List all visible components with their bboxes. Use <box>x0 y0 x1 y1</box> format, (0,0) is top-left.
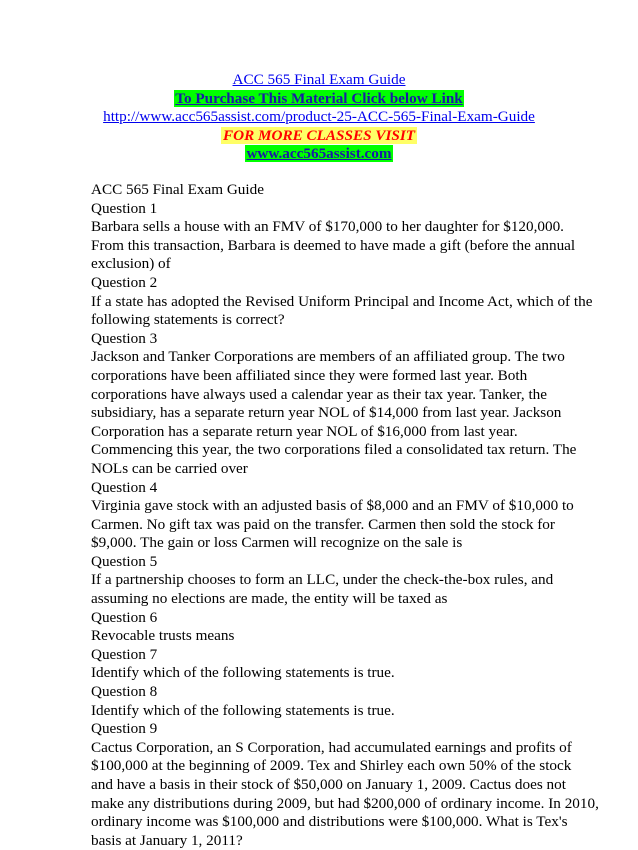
body-line: $9,000. The gain or loss Carmen will recognize on the sale is <box>91 534 463 552</box>
question-heading: Question 8 <box>91 683 158 701</box>
product-url-line <box>0 108 638 127</box>
purchase-line <box>0 90 638 109</box>
document-header <box>0 71 638 164</box>
body-line: assuming no elections are made, the entity will be taxed as <box>91 590 448 608</box>
document-body <box>91 181 599 850</box>
body-line: $100,000 at the beginning of 2009. Tex and Shirley each own 50% of the stock <box>91 757 572 775</box>
question-heading: Question 4 <box>91 478 158 496</box>
more-classes-line <box>0 127 638 146</box>
title-link[interactable]: ACC 565 Final Exam Guide <box>232 71 406 88</box>
body-line: ACC 565 Final Exam Guide <box>91 181 264 198</box>
body-line: Cactus Corporation, an S Corporation, had accumulated earnings and profits of <box>91 738 572 756</box>
question-heading: Question 6 <box>91 608 158 626</box>
body-line: following statements is correct? <box>91 311 285 329</box>
product-url-link[interactable]: http://www.acc565assist.com/product-25-ACC-565-Final-Exam-Guide <box>103 108 535 126</box>
body-line: Identify which of the following statements is true. <box>91 701 395 719</box>
question-heading: Question 3 <box>91 329 158 347</box>
body-line: make any distributions during 2009, but had $200,000 of ordinary income. In 2010, <box>91 794 599 812</box>
body-line: corporations have always used a calendar year as their tax year. Tanker, the <box>91 385 548 403</box>
more-classes-text: FOR MORE CLASSES VISIT <box>222 126 416 144</box>
body-line: Corporation has a separate return year NOL of $16,000 from last year. <box>91 422 518 440</box>
body-line: Jackson and Tanker Corporations are members of an affiliated group. The two <box>91 348 565 366</box>
body-line: subsidiary, has a separate return year NOL of $14,000 from last year. Jackson <box>91 404 562 422</box>
body-line: and have a basis in their stock of $50,000 on January 1, 2009. Cactus does not <box>91 776 566 793</box>
question-heading: Question 9 <box>91 720 158 738</box>
body-line: corporations have been affiliated since they were formed last year. Both <box>91 366 528 384</box>
body-line: Commencing this year, the two corporations filed a consolidated tax return. The <box>91 441 577 459</box>
body-line: Virginia gave stock with an adjusted basis of $8,000 and an FMV of $10,000 to <box>91 497 574 515</box>
body-line: Barbara sells a house with an FMV of $170,000 to her daughter for $120,000. <box>91 218 564 236</box>
body-line: NOLs can be carried over <box>91 459 248 477</box>
body-line: If a state has adopted the Revised Uniform Principal and Income Act, which of the <box>91 292 593 310</box>
body-line: Revocable trusts means <box>91 627 235 645</box>
question-heading: Question 5 <box>91 552 158 570</box>
body-line: exclusion) of <box>91 255 171 273</box>
purchase-link[interactable]: To Purchase This Material Click below Link <box>175 89 463 107</box>
body-line: From this transaction, Barbara is deemed to have made a gift (before the annual <box>91 236 576 254</box>
body-line: Carmen. No gift tax was paid on the transfer. Carmen then sold the stock for <box>91 515 555 533</box>
body-line: If a partnership chooses to form an LLC, under the check-the-box rules, and <box>91 571 554 589</box>
site-link[interactable]: www.acc565assist.com <box>246 145 392 163</box>
question-heading: Question 1 <box>91 199 158 217</box>
question-heading: Question 7 <box>91 645 158 663</box>
body-line: Identify which of the following statements is true. <box>91 664 395 682</box>
body-line: ordinary income was $100,000 and distributions were $100,000. What is Tex's <box>91 813 568 831</box>
question-heading: Question 2 <box>91 273 158 291</box>
site-line <box>0 145 638 164</box>
title-line <box>0 71 638 90</box>
body-line: basis at January 1, 2011? <box>91 831 243 849</box>
